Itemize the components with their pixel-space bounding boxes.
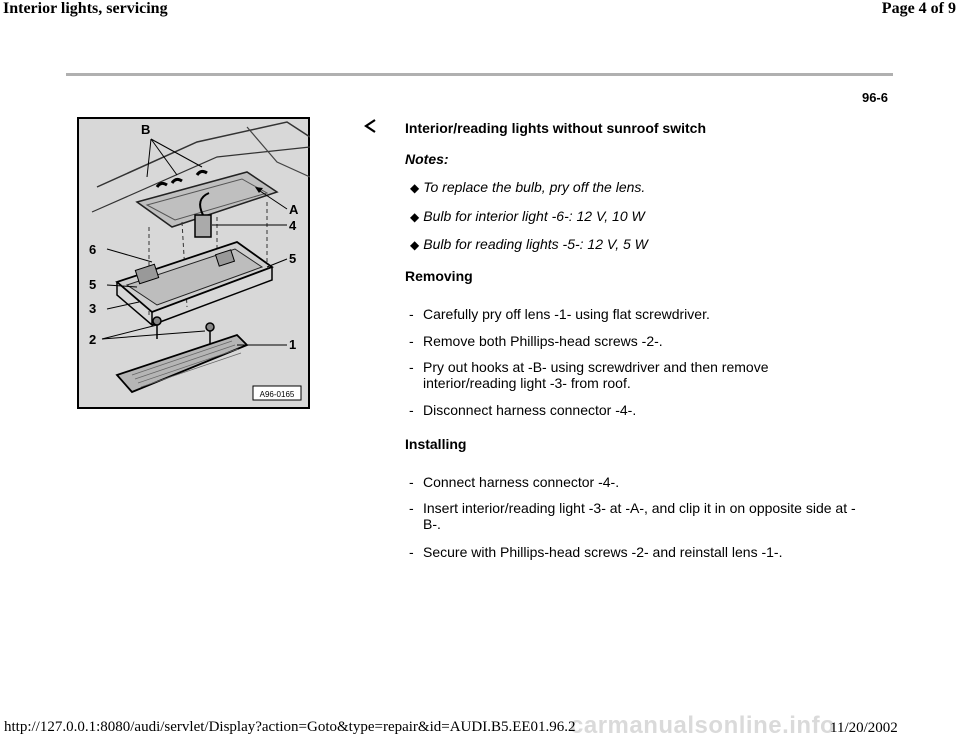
- note-item: ◆ Bulb for reading lights -5-: 12 V, 5 W: [410, 236, 648, 252]
- callout-2: 2: [89, 332, 97, 347]
- note-item: ◆ Bulb for interior light -6-: 12 V, 10 W: [410, 208, 645, 224]
- callout-b: B: [141, 122, 151, 137]
- footer-date: 11/20/2002: [830, 720, 898, 736]
- callout-5-right: 5: [289, 251, 297, 266]
- callout-a: A: [289, 202, 299, 217]
- footer-url[interactable]: http://127.0.0.1:8080/audi/servlet/Display?action=Goto&type=repair&id=AUDI.B5.EE01.96.2: [4, 719, 576, 735]
- callout-5-left: 5: [89, 277, 97, 292]
- note-item: ◆ To replace the bulb, pry off the lens.: [410, 179, 646, 195]
- diamond-bullet-icon: ◆: [410, 238, 420, 252]
- installing-title: Installing: [405, 436, 467, 452]
- notes-label: Notes:: [405, 151, 449, 167]
- callout-6: 6: [89, 242, 97, 257]
- page-number: 96-6: [861, 90, 888, 105]
- document-title: Interior lights, servicing: [3, 0, 168, 17]
- section-heading: Interior/reading lights without sunroof switch: [405, 120, 706, 136]
- page-indicator: Page 4 of 9: [881, 0, 956, 17]
- diamond-bullet-icon: ◆: [410, 210, 420, 224]
- removing-title: Removing: [405, 268, 473, 284]
- figure-code: A96-0165: [259, 390, 295, 399]
- callout-1: 1: [289, 337, 297, 352]
- exploded-view-figure: [77, 117, 310, 409]
- callout-3: 3: [89, 301, 97, 316]
- header-divider: [66, 73, 893, 76]
- callout-4: 4: [289, 218, 297, 233]
- diamond-bullet-icon: ◆: [410, 181, 420, 195]
- watermark: carmanualsonline.info: [570, 712, 836, 739]
- back-arrow-icon[interactable]: [363, 118, 377, 134]
